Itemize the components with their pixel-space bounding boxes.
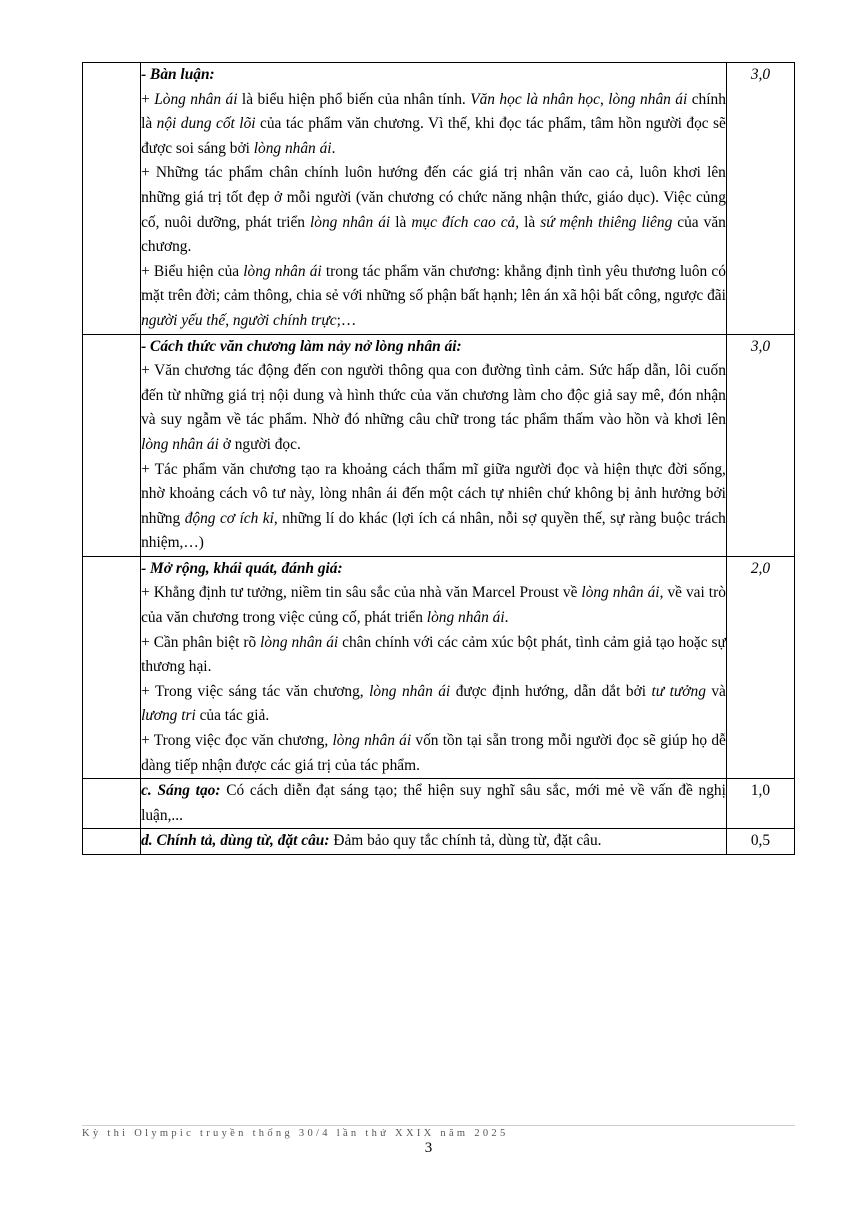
text-run: . — [331, 139, 336, 157]
text-run: + Văn chương tác động đến con người thông qua con đường tình cảm. Sức hấp dẫn, lôi cuốn đến từ những giá trị nội dung và hình thức của văn chương làm cho độc giả say mê, đón nhận và suy ngẫm về tác phẩm. Nhờ đó những câu chữ trong tác phẩm thấm vào hồn và khơi lên — [141, 362, 726, 429]
criteria-heading: d. Chính tả, dùng từ, đặt câu: — [141, 832, 330, 850]
page-footer — [82, 1125, 795, 1139]
italic-text: lòng nhân ái — [310, 213, 391, 231]
text-run: + — [141, 90, 155, 108]
criteria-line — [141, 458, 726, 556]
criteria-line — [141, 88, 726, 162]
blank-cell — [83, 829, 141, 855]
italic-text: động cơ ích kỉ — [184, 509, 274, 527]
criteria-heading: - Cách thức văn chương làm nảy nở lòng nhân ái: — [141, 337, 462, 355]
table-row — [83, 63, 795, 335]
score-cell: 0,5 — [726, 829, 794, 855]
table-row — [83, 829, 795, 855]
criteria-line — [141, 631, 726, 680]
text-run: của văn chương. — [141, 213, 726, 256]
text-run: của tác giả. — [195, 707, 270, 725]
italic-text: lòng nhân ái — [426, 609, 505, 627]
criteria-heading: - Bàn luận: — [141, 66, 215, 83]
text-run: + Tác phẩm văn chương tạo ra khoảng cách thẩm mĩ giữa người đọc và hiện thực đời sống, nhờ khoảng cách vô tư này, lòng nhân ái đến một cách tự nhiên chứ không bị ảnh hưởng bởi những — [141, 460, 726, 527]
italic-text: lòng nhân ái — [369, 682, 451, 700]
text-run: + Những tác phẩm chân chính luôn hướng đến các giá trị nhân văn cao cả, luôn khơi lên những giá trị tốt đẹp ở mỗi người (văn chương có chức năng nhận thức, giáo dục). Việc củng cố, nuôi dưỡng, phát triển — [141, 164, 726, 231]
score-cell: 2,0 — [726, 556, 794, 778]
text-run: của tác phẩm văn chương. Vì thế, khi đọc tác phẩm, tâm hồn người đọc sẽ được soi sáng bởi — [141, 115, 726, 157]
footer-text: Kỳ thi Olympic truyền thống 30/4 lần thứ XXIX năm 2025 — [82, 1128, 509, 1139]
criteria-text: Đảm bảo quy tắc chính tả, dùng từ, đặt câu. — [329, 832, 602, 850]
criteria-line — [141, 161, 726, 259]
italic-text: nội dung cốt lõi — [156, 115, 256, 133]
table-row — [83, 556, 795, 778]
text-run: + Trong việc sáng tác văn chương, — [141, 682, 370, 700]
blank-cell — [83, 779, 141, 829]
page-number: 3 — [424, 1140, 433, 1156]
italic-text: lòng nhân ái — [141, 435, 219, 453]
criteria-cell — [141, 829, 727, 855]
italic-text: Lòng nhân ái — [154, 90, 238, 108]
text-run: . — [504, 609, 509, 627]
text-run: trong tác phẩm văn chương: khẳng định tình yêu thương luôn có mặt trên đời; cảm thông, chia sẻ với những số phận bất hạnh; lên án xã hội bất công, ngược đãi — [141, 262, 726, 305]
criteria-line — [141, 260, 726, 334]
text-run: chân chính với các cảm xúc bột phát, tình cảm giả tạo hoặc sự thương hại. — [141, 633, 726, 676]
blank-cell — [83, 63, 141, 335]
text-run: được định hướng, dẫn dắt bởi — [450, 682, 652, 700]
text-run: , là — [515, 213, 541, 231]
criteria-cell — [141, 779, 727, 829]
text-run: chính là — [141, 90, 726, 133]
italic-text: lòng nhân ái — [332, 732, 412, 750]
criteria-line — [141, 680, 726, 729]
table-row — [83, 779, 795, 829]
text-run: + Biểu hiện của — [141, 262, 244, 280]
text-run: + Trong việc đọc văn chương, — [141, 732, 333, 750]
italic-text: lòng nhân ái — [243, 262, 322, 280]
italic-text: lòng nhân ái — [581, 584, 660, 602]
criteria-cell — [141, 63, 727, 335]
score-cell: 3,0 — [726, 63, 794, 335]
criteria-line — [141, 359, 726, 457]
text-run: vốn tồn tại sẵn trong mỗi người đọc sẽ giúp họ dễ dàng tiếp nhận được các giá trị của tác phẩm. — [141, 732, 726, 774]
score-cell: 1,0 — [726, 779, 794, 829]
italic-text: người yếu thế, người chính trực — [141, 311, 337, 329]
blank-cell — [83, 556, 141, 778]
text-run: , — [599, 90, 609, 108]
criteria-heading: c. Sáng tạo: — [141, 782, 221, 800]
text-run: ;… — [336, 311, 357, 329]
criteria-heading: - Mở rộng, khái quát, đánh giá: — [141, 559, 343, 577]
criteria-line — [141, 829, 726, 854]
grading-table — [82, 62, 795, 855]
text-run: , những lí do khác (lợi ích cá nhân, nỗi sợ quyền thế, sự ràng buộc trách nhiệm,…) — [141, 509, 726, 552]
italic-text: tư tưởng — [651, 682, 706, 700]
italic-text: lòng nhân ái — [260, 633, 339, 651]
table-row — [83, 334, 795, 556]
text-run: là — [390, 213, 412, 231]
criteria-text: Có cách diễn đạt sáng tạo; thể hiện suy nghĩ sâu sắc, mới mẻ về vấn đề nghị luận,... — [141, 782, 726, 824]
text-run: , về vai trò của văn chương trong việc củng cố, phát triển — [141, 584, 726, 627]
text-run: là biểu hiện phổ biến của nhân tính. — [237, 90, 471, 108]
criteria-line — [141, 729, 726, 778]
italic-text: mục đích cao cả — [411, 213, 516, 231]
text-run: và — [705, 682, 726, 700]
criteria-line — [141, 779, 726, 828]
text-run: + Khẳng định tư tưởng, niềm tin sâu sắc của nhà văn Marcel Proust về — [141, 584, 582, 602]
italic-text: Văn học là nhân học — [470, 90, 600, 108]
italic-text: sứ mệnh thiêng liêng — [540, 213, 673, 231]
blank-cell — [83, 334, 141, 556]
italic-text: lòng nhân ái — [608, 90, 688, 108]
text-run: ở người đọc. — [218, 435, 301, 453]
criteria-cell — [141, 556, 727, 778]
italic-text: lòng nhân ái — [253, 139, 332, 157]
italic-text: lương tri — [141, 707, 196, 725]
criteria-line — [141, 581, 726, 630]
text-run: + Cần phân biệt rõ — [141, 633, 261, 651]
criteria-cell — [141, 334, 727, 556]
score-cell: 3,0 — [726, 334, 794, 556]
